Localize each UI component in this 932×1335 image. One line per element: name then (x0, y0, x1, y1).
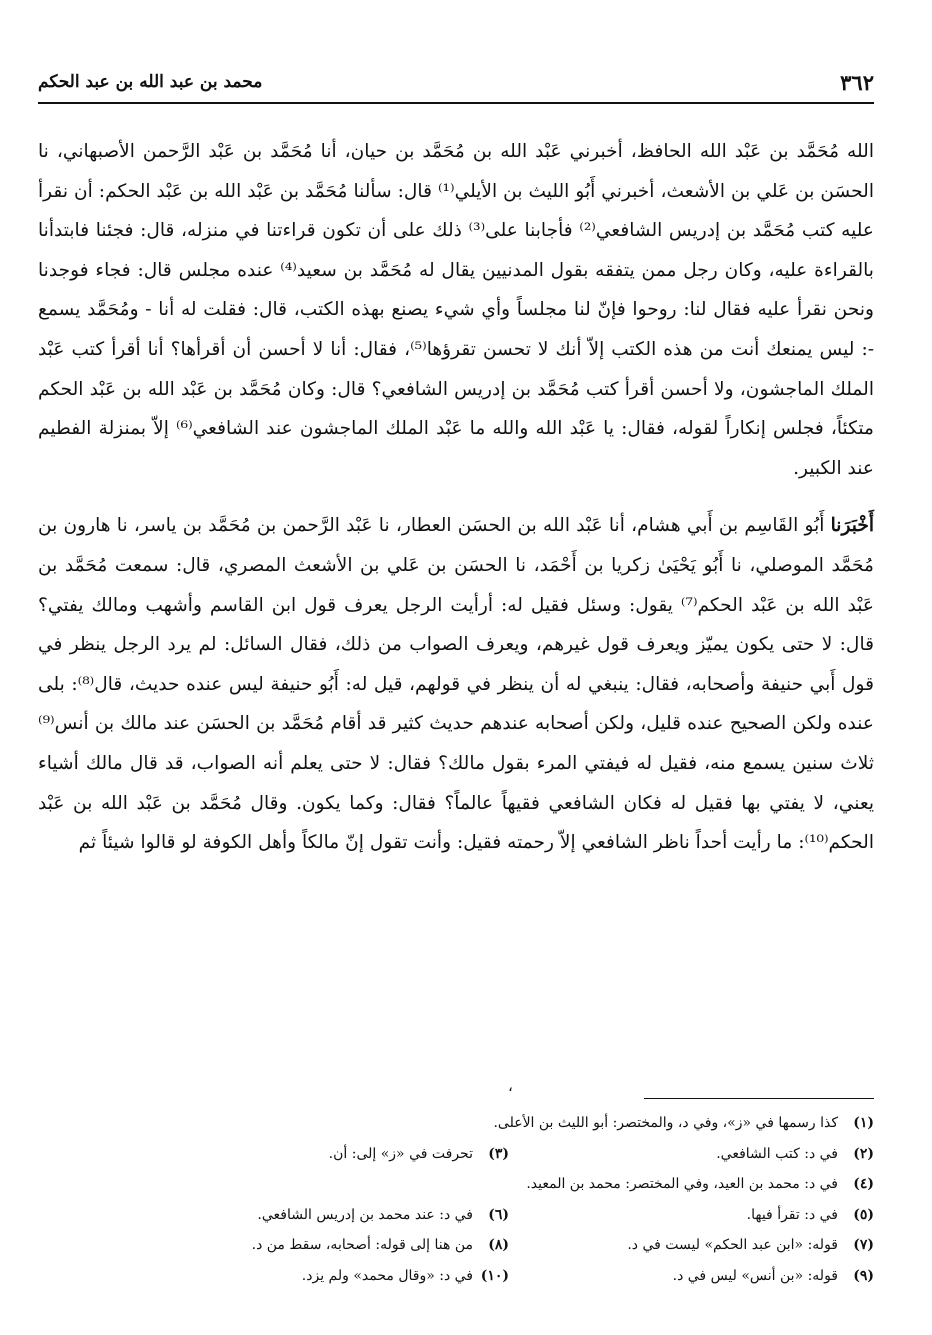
footnote-separator (644, 1098, 874, 1099)
footnote-text: قوله: «ابن عبد الحكم» ليست في د. (627, 1237, 838, 1254)
footnote-row (38, 1139, 874, 1170)
footnote-6 (257, 1207, 509, 1223)
footnote-3 (329, 1146, 509, 1162)
footnote-row (38, 1108, 874, 1139)
paragraph (38, 506, 874, 862)
footnote-row (38, 1200, 874, 1231)
paragraph-text: أَبُو القَاسِم بن أَبي هشام، أنا عَبْد الله بن الحسَن العطار، نا عَبْد الرَّحمن بن مُحَمَّد بن ياسر، نا هارون بن مُحَمَّد الموصلي، نا أَبُو يَحْيَىٰ زكريا بن أَحْمَد، نا الحسَن بن عَلي بن الأشعث المصري، قال: سمعت مُحَمَّد بن عَبْد الله بن عَبْد الحكم⁽⁷⁾ يقول: وسئل فقيل له: أرأيت الرجل يعرف قول ابن القاسم وأشهب ومالك يفتي؟ قال: لا حتى يكون يميّز ويعرف قول غيرهم، ويعرف الصواب من ذلك، فقال السائل: لم يرد الرجل ينظر في قول أَبي حنيفة وأصحابه، فقال: ينبغي له أن ينظر في قولهم، قيل له: أَبُو حنيفة ليس عنده حديث، قال⁽⁸⁾: بلى عنده ولكن الصحيح عنده قليل، ولكن أصحابه عندهم حديث كثير قد أقام مُحَمَّد بن الحسَن عند مالك بن أنس⁽⁹⁾ ثلاث سنين يسمع منه، فقيل له فيفتي المرء بقول مالك؟ فقال: لا حتى يعلم أنه الصواب، قد قال مالك أشياء يعني، لا يفتي بها فقيل له فكان الشافعي فقيهاً عالماً؟ فقال: وكما يكون. وقال مُحَمَّد بن عَبْد الله بن عَبْد الحكم⁽¹⁰⁾: ما رأيت أحداً ناظر الشافعي إلاّ رحمته فقيل: وأنت تقول إنّ مالكاً وأهل الكوفة لو قالوا شيئاً ثم (38, 515, 875, 854)
footnote-number: (٨) (488, 1237, 509, 1254)
footnote-10 (302, 1268, 509, 1284)
footnote-number: (٦) (488, 1206, 509, 1223)
footnote-number: (٩) (853, 1267, 874, 1284)
footnote-row (38, 1230, 874, 1261)
footnote-2 (509, 1146, 874, 1162)
footnote-text: في د: عند محمد بن إدريس الشافعي. (257, 1206, 473, 1223)
footnote-number: (٣) (488, 1145, 509, 1162)
page-header (38, 58, 874, 104)
footnote-text: في د: محمد بن العيد، وفي المختصر: محمد بن المعيد. (526, 1176, 838, 1193)
footnote-number: (١٠) (480, 1267, 509, 1284)
paragraph: الله مُحَمَّد بن عَبْد الله الحافظ، أخبرني عَبْد الله بن مُحَمَّد بن حيان، أنا مُحَمَّد بن عَبْد الرَّحمن الأصبهاني، نا الحسَن بن عَلي بن الأشعث، أخبرني أَبُو الليث بن الأيلي⁽¹⁾ قال: سألنا مُحَمَّد بن عَبْد الله بن عَبْد الحكم: أن نقرأ عليه كتب مُحَمَّد بن إدريس الشافعي⁽²⁾ فأجابنا على⁽³⁾ ذلك على أن تكون قراءتنا في منزله، قال: فجئنا فابتدأنا بالقراءة عليه، وكان رجل ممن يتفقه بقول المدنيين يقال له مُحَمَّد بن سعيد⁽⁴⁾ عنده مجلس قال: فجاء فوجدنا ونحن نقرأ عليه فقال لنا: روحوا فإنّ لنا مجلساً وأي شيء يصنع بهذه الكتب، قال: فقلت له أنا - ومُحَمَّد يسمع -: ليس يمنعك أنت من هذه الكتب إلاّ أنك لا تحسن تقرؤها⁽⁵⁾، فقال: أنا لا أحسن أن أقرأها؟ أنا أقرأ كتب عَبْد الملك الماجشون، ولا أحسن أقرأ كتب مُحَمَّد بن إدريس الشافعي؟ قال: وكان مُحَمَّد بن عَبْد الله بن عَبْد الحكم متكئاً، فجلس إنكاراً لقوله، فقال: يا عَبْد الله والله ما عَبْد الملك الماجشون عند الشافعي⁽⁶⁾ إلاّ بمنزلة الفطيم عند الكبير. (38, 141, 874, 479)
footnotes (38, 1108, 874, 1291)
footnote-text: كذا رسمها في «ز»، وفي د، والمختصر: أبو الليث بن الأعلى. (493, 1115, 838, 1132)
footnote-text: في د: «وقال محمد» ولم يزد. (301, 1267, 473, 1284)
footnote-5 (509, 1207, 874, 1223)
footnote-number: (٧) (853, 1237, 874, 1254)
footnote-row (38, 1169, 874, 1200)
page-number: ٣٦٢ (840, 70, 874, 95)
stray-mark: ، (508, 1077, 513, 1095)
footnote-1 (38, 1115, 874, 1131)
footnote-number: (٥) (853, 1206, 874, 1223)
chain-lead-word: أَخْبَرَنا (830, 515, 874, 537)
footnote-9 (509, 1268, 874, 1284)
footnote-number: (٤) (853, 1176, 874, 1193)
footnote-row (38, 1261, 874, 1292)
footnote-text: في د: تقرأ فيها. (746, 1206, 838, 1223)
footnote-8 (252, 1237, 509, 1253)
book-page (38, 58, 874, 1298)
footnote-text: من هنا إلى قوله: أصحابه، سقط من د. (251, 1237, 473, 1254)
footnote-number: (٢) (853, 1145, 874, 1162)
footnote-text: تحرفت في «ز» إلى: أن. (328, 1145, 473, 1162)
footnote-7 (509, 1237, 874, 1253)
footnote-text: في د: كتب الشافعي. (716, 1145, 838, 1162)
footnote-text: قوله: «بن أنس» ليس في د. (672, 1267, 838, 1284)
footnote-number: (١) (853, 1115, 874, 1132)
footnote-4 (38, 1176, 874, 1192)
running-title: محمد بن عبد الله بن عبد الحكم (38, 72, 263, 92)
main-text (38, 132, 874, 863)
